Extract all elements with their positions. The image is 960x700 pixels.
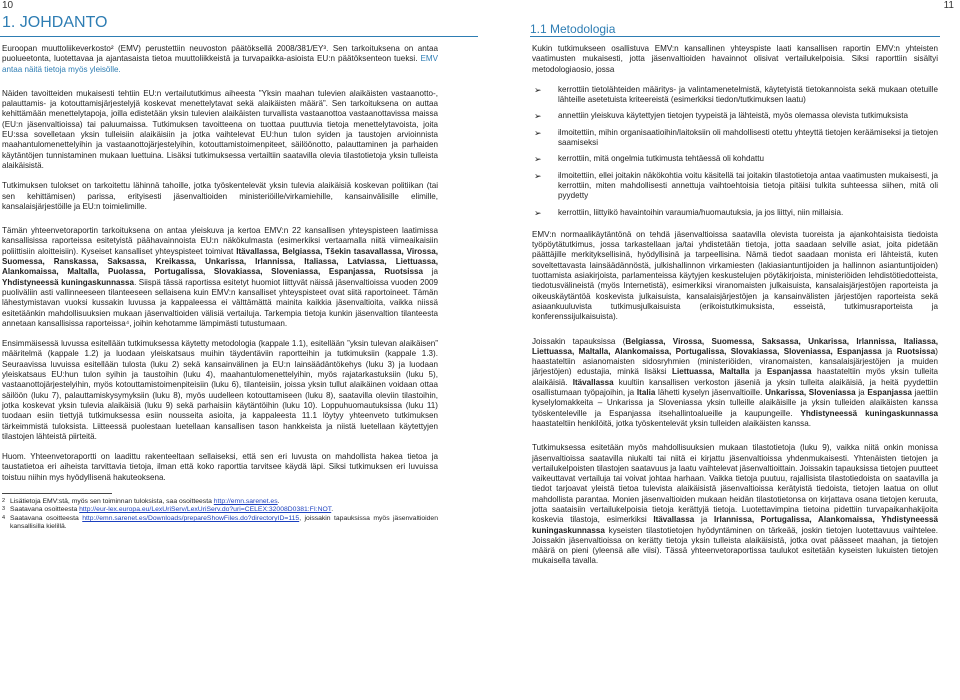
country-uk: Yhdistyneessä kuningaskunnassa — [2, 277, 135, 287]
left-column — [2, 44, 438, 532]
footnote-link[interactable]: http://eur-lex.europa.eu/LexUriServ/LexUriServ.do?uri=CELEX:32008D0381:FI:NOT — [79, 506, 332, 514]
paragraph: Joissakin tapauksissa (Belgiassa, Virossa, Suomessa, Saksassa, Unkarissa, Irlannissa, Italiassa, Liettuassa, Maltalla, Alankomaissa, Portugalissa, Slovakiassa, Sloveniassa, Espanjassa ja Ruotsissa) haastateltiin asianomaisten sidosryhmien (ministeriöiden, viranomaisten, kansalaisjärjestöjen ja muiden järjestöjen) edustajia, minkä lisäksi Liettuassa, Maltalla ja Espanjassa haastateltiin myös yksin tulleita alaikäisiä. Itävallassa kuultiin kansallisen verkoston jäseniä ja yksin tulleita alaikäisiä, ja heitä pyydettiin osallistumaan työpajoihin, ja Italia lähetti kyselyn jäsenvaltioille. Unkarissa, Sloveniassa ja Espanjassa jaettiin kyselylomakkeita – Unkarissa ja Sloveniassa yksin tulleille alaikäisille ja yksin tulleiden alaikäisten kanssa työskenteleville ja Espanjassa itsehallintoalueille ja kaupungeille. Yhdistyneessä kuningaskunnassa haastateltiin henkilöitä, jotka työskentelevät yksin tulleiden alaikäisten kanssa. — [532, 336, 938, 428]
list-item: ➢ kerrottiin tietolähteiden määritys- ja valintamenetelmistä, käytetyistä tietokannoista sekä mukaan otetuille lähteille asetetuista kriteereistä (esimerkiksi tiedon/tutkimuksen laatu) — [534, 84, 938, 105]
intro-highlight: EMV antaa näitä tietoja myös yleisölle. — [2, 54, 439, 74]
arrow-bullet-icon: ➢ — [534, 170, 542, 181]
footnote: 2 Lisätietoja EMV:stä, myös sen toiminnan tuloksista, saa osoitteesta http://emn.sarenet.es. — [2, 497, 280, 505]
footnote: 4 Saatavana osoitteesta http://emn.sarenet.es/Downloads/prepareShowFiles.do?directoryID=115, joissakin tapauksissa myös jäsenvaltioiden kansallisilla kielillä. — [2, 514, 438, 531]
list-item: ➢ ilmoitettiin, ellei joitakin näkökohtia voitu käsitellä tai joitakin tilastotietoja antaa vaatimusten mukaisesti, ja kerrottiin, miten mahdollisesti annettuja vaihtoehtoisia tietoja pitäisi tulkita suhteessa siihen, mitä oli pyydetty — [534, 170, 938, 201]
arrow-bullet-icon: ➢ — [534, 111, 542, 122]
heading-rule — [530, 36, 940, 37]
paragraph: Tutkimuksen tulokset on tarkoitettu lähinnä tahoille, jotka työskentelevät yksin tulevia alaikäisiä koskevan politiikan (tai sen kehittämisen) parissa, erityisesti jäsenvaltioiden ministeriöille/virkamiehille, kansainvälisille elimille, kansalaisjärjestöille ja EU:n toimielimille. — [2, 181, 438, 211]
arrow-bullet-icon: ➢ — [534, 154, 542, 165]
paragraph: Näiden tavoitteiden mukaisesti tehtiin EU:n vertailututkimus aiheesta ”Yksin maahan tulevien alaikäisten vastaanotto-, palauttamis- ja kotouttamisjärjestelyjä koskevat menettelytavat sekä alaikäisten määrä”. Sen tarkoituksena on auttaa kehittämään menettelytapoja, joilla edistetään yksin tulevien alaikäisten turvallista vastaanottoa vastaanottavissa maissa (EU:n jäsenvaltioissa) tai paluumaissa. Tutkimuksen tavoitteena on tuottaa puuttuvia tietoja menettelytavoista, joita EU:ssa sovelletaan yksin tulleisiin alaikäisiin ja jotka vaihtelevat EU:hun tulon syiden ja taustojen arvioinnista maahantulomenettelyihin ja vastaanottojärjestelyihin, kotouttamistoimenpiteet, säilöönotto, palauttaminen ja parhaiden käytäntöjen tunnistaminen mukaan luettuina. Lisäksi tutkimuksessa vertailtiin saatavilla olevia tilastotietoja yksin tulleista alaikäisistä. — [2, 88, 438, 170]
methodology-list — [532, 85, 938, 218]
right-page — [480, 0, 960, 700]
arrow-bullet-icon: ➢ — [534, 127, 542, 138]
paragraph: EMV:n normaalikäytäntönä on tehdä jäsenvaltioissa saatavilla olevista tuoreista ja ajankohtaisista tiedoista työpöytätutkimus, jossa tarkastellaan ja/tai yhdistetään tietoja, jotta saadaan selville asiat, joita pidetään päättäjille merkityksellisinä, hyödyllisinä ja tarpeellisina. Nämä tiedot saadaan monista eri lähteistä, kuten soveltettavasta lainsäädännöstä, julkishallinnon virkamiesten (lakiasiantuntijoiden ja hallinnon asiantuntijoiden) tuottamista asiakirjoista, parlamenteissa käytyjen keskustelujen pöytäkirjoista, ministeriöiden lehdistötiedotteista, tiedotusvälineistä (myös Internetistä), esimerkiksi viranomaisten julkaisuista, kansalaisjärjestöjen raporteista ja oikeuskäytäntöä koskevista julkaisuista, kansalaisjärjestöjen ja kansainvälisten järjestöjen raporteista sekä asiaankuuluvista tutkimusjulkaisuista (erikoistutkimuksista, esseistä, tutkimusraporteista ja konferenssijulkaisuista). — [532, 229, 938, 322]
paragraph: Kukin tutkimukseen osallistuva EMV:n kansallinen yhteyspiste laati kansallisen raportin EMV:n yhteisten vaatimusten mukaisesti, jotta jäsenvaltioiden havainnot olisivat vertailukelpoisia. Siksi raporttiin sisältyi metodologiaosio, jossa — [532, 44, 938, 74]
list-item: ➢ kerrottiin, liittyikö havaintoihin varaumia/huomautuksia, ja jos liittyi, niin millaisia. — [534, 207, 844, 218]
countries-list: Itävallassa, Belgiassa, Tšekin tasavallassa, Virossa, Suomessa, Ranskassa, Saksassa, Kreikassa, Unkarissa, Irlannissa, Italiassa, Latviassa, Liettuassa, Alankomaissa, Maltalla, Puolassa, Portugalissa, Slovakiassa, Sloveniassa, Espanjassa, Ruotsissa — [2, 246, 438, 277]
arrow-bullet-icon: ➢ — [534, 207, 542, 218]
heading-rule — [0, 36, 478, 37]
paragraph: Huom. Yhteenvetoraportti on laadittu rakenteeltaan sellaiseksi, että sen eri luvusta on mahdollista hakea tietoa ja taustatietoa eri aiheista tarvittavia tietoja, ilman että koko raporttia tarvitsee käydä läpi. Siksi tutkimuksen eri luvuissa toistuu niihin mys hyödyllisenä hakuteoksena. — [2, 452, 438, 482]
paragraph: Tutkimuksessa esitetään myös mahdollisuuksien mukaan tilastotietoja (luku 9), vaikka niitä onkin monissa jäsenvaltioissa saatavilla niukalti tai niitä ei kirjattu jäsenvaltioissa yhdenmukaisesti. Yhtenäisten tietojen ja vertailukelpoisten tilastojen saatavuus ja laatu vaihtelevat jäsenvaltioittain. Joissakin tapauksissa tietojen puutteet vaikeuttavat vertailuja tai voivat johtaa harhaan. Vaikka tietoja puutuu, rajallisista tilastotiedoista on saatavilla ja tiedot tarjoavat yleistä tietoa tulevista alaikäisistä jäsenvaltioissa kerätyistä tiedoista, tietojen laatua on ollut mahdollista parantaa. Monien jäsenvaltioiden mukaan heidän tilastotietonsa on kirjattava osana tietojen keruuta, jotta saataisiin vertailukelpoisia tietoja kerättyjä tietoja. Luotettavimpina tietoina pidettiin turvapaikanhakijoita koskevia tilastoja, esimerkiksi Itävallassa ja Irlannissa, Portugalissa, Alankomaissa, Yhdistyneessä kuningaskunnassa kyseisten tilastotietojen hyödyntäminen on tärkeää, joskin tietojen luotettavuus vaihtelee. Joissakin jäsenvaltioissa on kerätty tietoja yksin tulleista alaikäisistä, jotka ovat päässeet maahan, ja tietojen määrä on pieni (yleensä alle viisi). Tässä yhteenvetoraportissa taulukot esitetään kyseisten lukuisten tietojen mukaisella tavalla. — [532, 443, 938, 566]
footnote-link[interactable]: http://emn.sarenet.es — [213, 497, 278, 505]
footnote: 3 Saatavana osoitteesta http://eur-lex.europa.eu/LexUriServ/LexUriServ.do?uri=CELEX:32008D0381:FI:NOT. — [2, 506, 334, 514]
footnote-link[interactable]: http://emn.sarenet.es/Downloads/prepareShowFiles.do?directoryID=115 — [82, 514, 300, 522]
page-number: 11 — [943, 0, 954, 11]
footnote-rule — [2, 493, 112, 494]
arrow-bullet-icon: ➢ — [534, 84, 542, 95]
list-item: ➢ ilmoitettiin, mihin organisaatioihin/laitoksiin oli mahdollisesti otettu yhteyttä tietojen keräämiseksi ja tietojen saamiseksi — [534, 127, 938, 148]
paragraph: Tämän yhteenvetoraportin tarkoituksena on antaa yleiskuva ja kertoa EMV:n 22 kansallisen yhteyspisteen laatimissa kansallisissa raporteissa esitetyistä päähavainnoista EU:n näkökulmasta (esimerkiksi vertaamalla niitä viimeaikaisiin poliittisiin aloitteisiin). Kyseiset kansalliset yhteyspisteet toimivat Itävallassa, Belgiassa, Tšekin tasavallassa, Virossa, Suomessa, Ranskassa, Saksassa, Kreikassa, Unkarissa, Irlannissa, Italiassa, Latviassa, Liettuassa, Alankomaissa, Maltalla, Puolassa, Portugalissa, Slovakiassa, Sloveniassa, Espanjassa, Ruotsissa ja Yhdistyneessä kuningaskunnassa. Siispä tässä raportissa esitetyt huomiot liittyvät näissä jäsenvaltioissa vuoden 2009 puoliväliin asti vallinneeseen tilanteeseen sellaisena kuin EMV:n kansalliset yhteyspisteet ovat siitä raportoineet. Tämän lähestymistavan vuoksi kussakin luvussa ja kappaleessa ei välttämättä mainita kaikkia jäsenvaltioita, vaikka niissä esitetäänkin mahdollisuuksien mukaan jäsenvaltioiden välisiä vertailuja. Tarkempia tietoja kunkin jäsenvaltion tilanteesta annetaan kansallisissa raporteissa⁴, joihin kehotamme lämpimästi tutustumaan. — [2, 226, 439, 328]
list-item: ➢ kerrottiin, mitä ongelmia tutkimusta tehtäessä oli kohdattu — [534, 154, 765, 165]
right-column — [532, 44, 938, 577]
chapter-heading: 1. JOHDANTO — [2, 14, 108, 31]
paragraph: Ensimmäisessä luvussa esitellään tutkimuksessa käytetty metodologia (kappale 1.1), esitellään ”yksin tulevan alaikäisen” määritelmä (kappale 1.2) ja luodaan yleiskatsaus muihin täydentäviin raportteihin ja tutkimuksiin (kappale 1.3). Seuraavissa luvuissa esitellään tulosta (luku 2) sekä kansainvälinen ja EU:n lainsäädäntökehys (luku 3) ja luodaan yleiskatsaus EU:hun tulon syihin ja taustoihin (luku 4), maahantulomenettelyihin, myös rajatarkastuksiin (luku 5), vastaanottojärjestelyihin, myös kotouttamistoimenpiteisiin (luku 6), tilanteisiin, joissa yksin tullut alaikäinen voidaan ottaa säilöön (luku 7), palauttamiskysymyksiin (luku 8), myös uudelleen kotouttamiseen (luku 8), saatavilla oleviin tilastoihin, jotka koskevat yksin tulevia alaikäisiä (luku 9) sekä parhaisiin käytäntöihin (luku 10). Loppuhuomautuksissa (luku 11) tuodaan esiin tiettyjä tutkimuksessa esiin nousseita asioita, ja kappaleesta 11.1 löytyy yhteenveto tutkimuksen tärkeimmistä tuloksista. Liitteessä puolestaan luetellaan kansallisen tason hankkeista ja niistä luetellaan käytettyjen tilastojen lähteistä piirteitä. — [2, 339, 438, 441]
page-number: 10 — [2, 0, 14, 11]
list-item: ➢ annettiin yleiskuva käytettyjen tietojen tyypeistä ja lähteistä, myös olemassa olevista tutkimuksista — [534, 111, 908, 122]
section-heading: 1.1 Metodologia — [530, 22, 616, 36]
intro-paragraph: Euroopan muuttoliikeverkosto² (EMV) perustettiin neuvoston päätöksellä 2008/381/EY³. Sen tarkoituksena on antaa puolueetonta, luotettavaa ja ajantasaista tietoa muuttoliikkeistä ja turvapaikka-asioista EU:n päätöksenteon tueksi. EMV antaa näitä tietoja myös yleisölle. — [2, 44, 439, 74]
